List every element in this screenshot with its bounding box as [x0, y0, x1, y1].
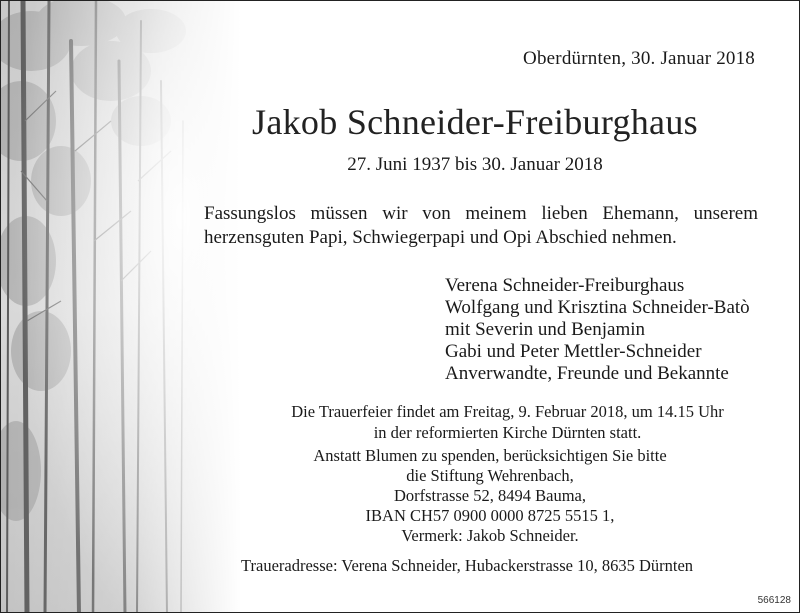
ceremony-line: Die Trauerfeier findet am Freitag, 9. Februar 2018, um 14.15 Uhr	[291, 402, 724, 421]
donation-line: Dorfstrasse 52, 8494 Bauma,	[393, 486, 586, 505]
mourner-line: Wolfgang und Krisztina Schneider-Batò	[445, 297, 750, 318]
mourner-line: mit Severin und Benjamin	[445, 319, 646, 340]
life-dates: 27. Juni 1937 bis 30. Januar 2018	[347, 154, 603, 175]
donation-line: Vermerk: Jakob Schneider.	[401, 526, 579, 545]
mourning-address: Traueradresse: Verena Schneider, Hubackerstrasse 10, 8635 Dürnten	[241, 556, 694, 575]
mourners-list	[445, 275, 750, 385]
mourner-line: Anverwandte, Freunde und Bekannte	[445, 363, 729, 384]
funeral-ceremony-info	[1, 401, 799, 443]
place-and-date: Oberdürnten, 30. Januar 2018	[523, 48, 755, 69]
donation-line: IBAN CH57 0900 0000 8725 5515 1,	[365, 506, 615, 525]
deceased-name: Jakob Schneider-Freiburghaus	[252, 102, 698, 142]
ceremony-line: in der reformierten Kirche Dürnten statt.	[373, 423, 642, 442]
mourning-message: Fassungslos müssen wir von meinem lieben Ehemann, unserem herzensguten Papi, Schwiegerpapi und Opi Abschied nehmen.	[204, 203, 758, 248]
donation-info	[1, 446, 799, 546]
donation-line: Anstatt Blumen zu spenden, berücksichtigen Sie bitte	[313, 446, 667, 465]
reference-number: 566128	[757, 595, 791, 606]
mourner-line: Gabi und Peter Mettler-Schneider	[445, 341, 702, 362]
donation-line: die Stiftung Wehrenbach,	[406, 466, 574, 485]
mourner-line: Verena Schneider-Freiburghaus	[445, 275, 685, 296]
